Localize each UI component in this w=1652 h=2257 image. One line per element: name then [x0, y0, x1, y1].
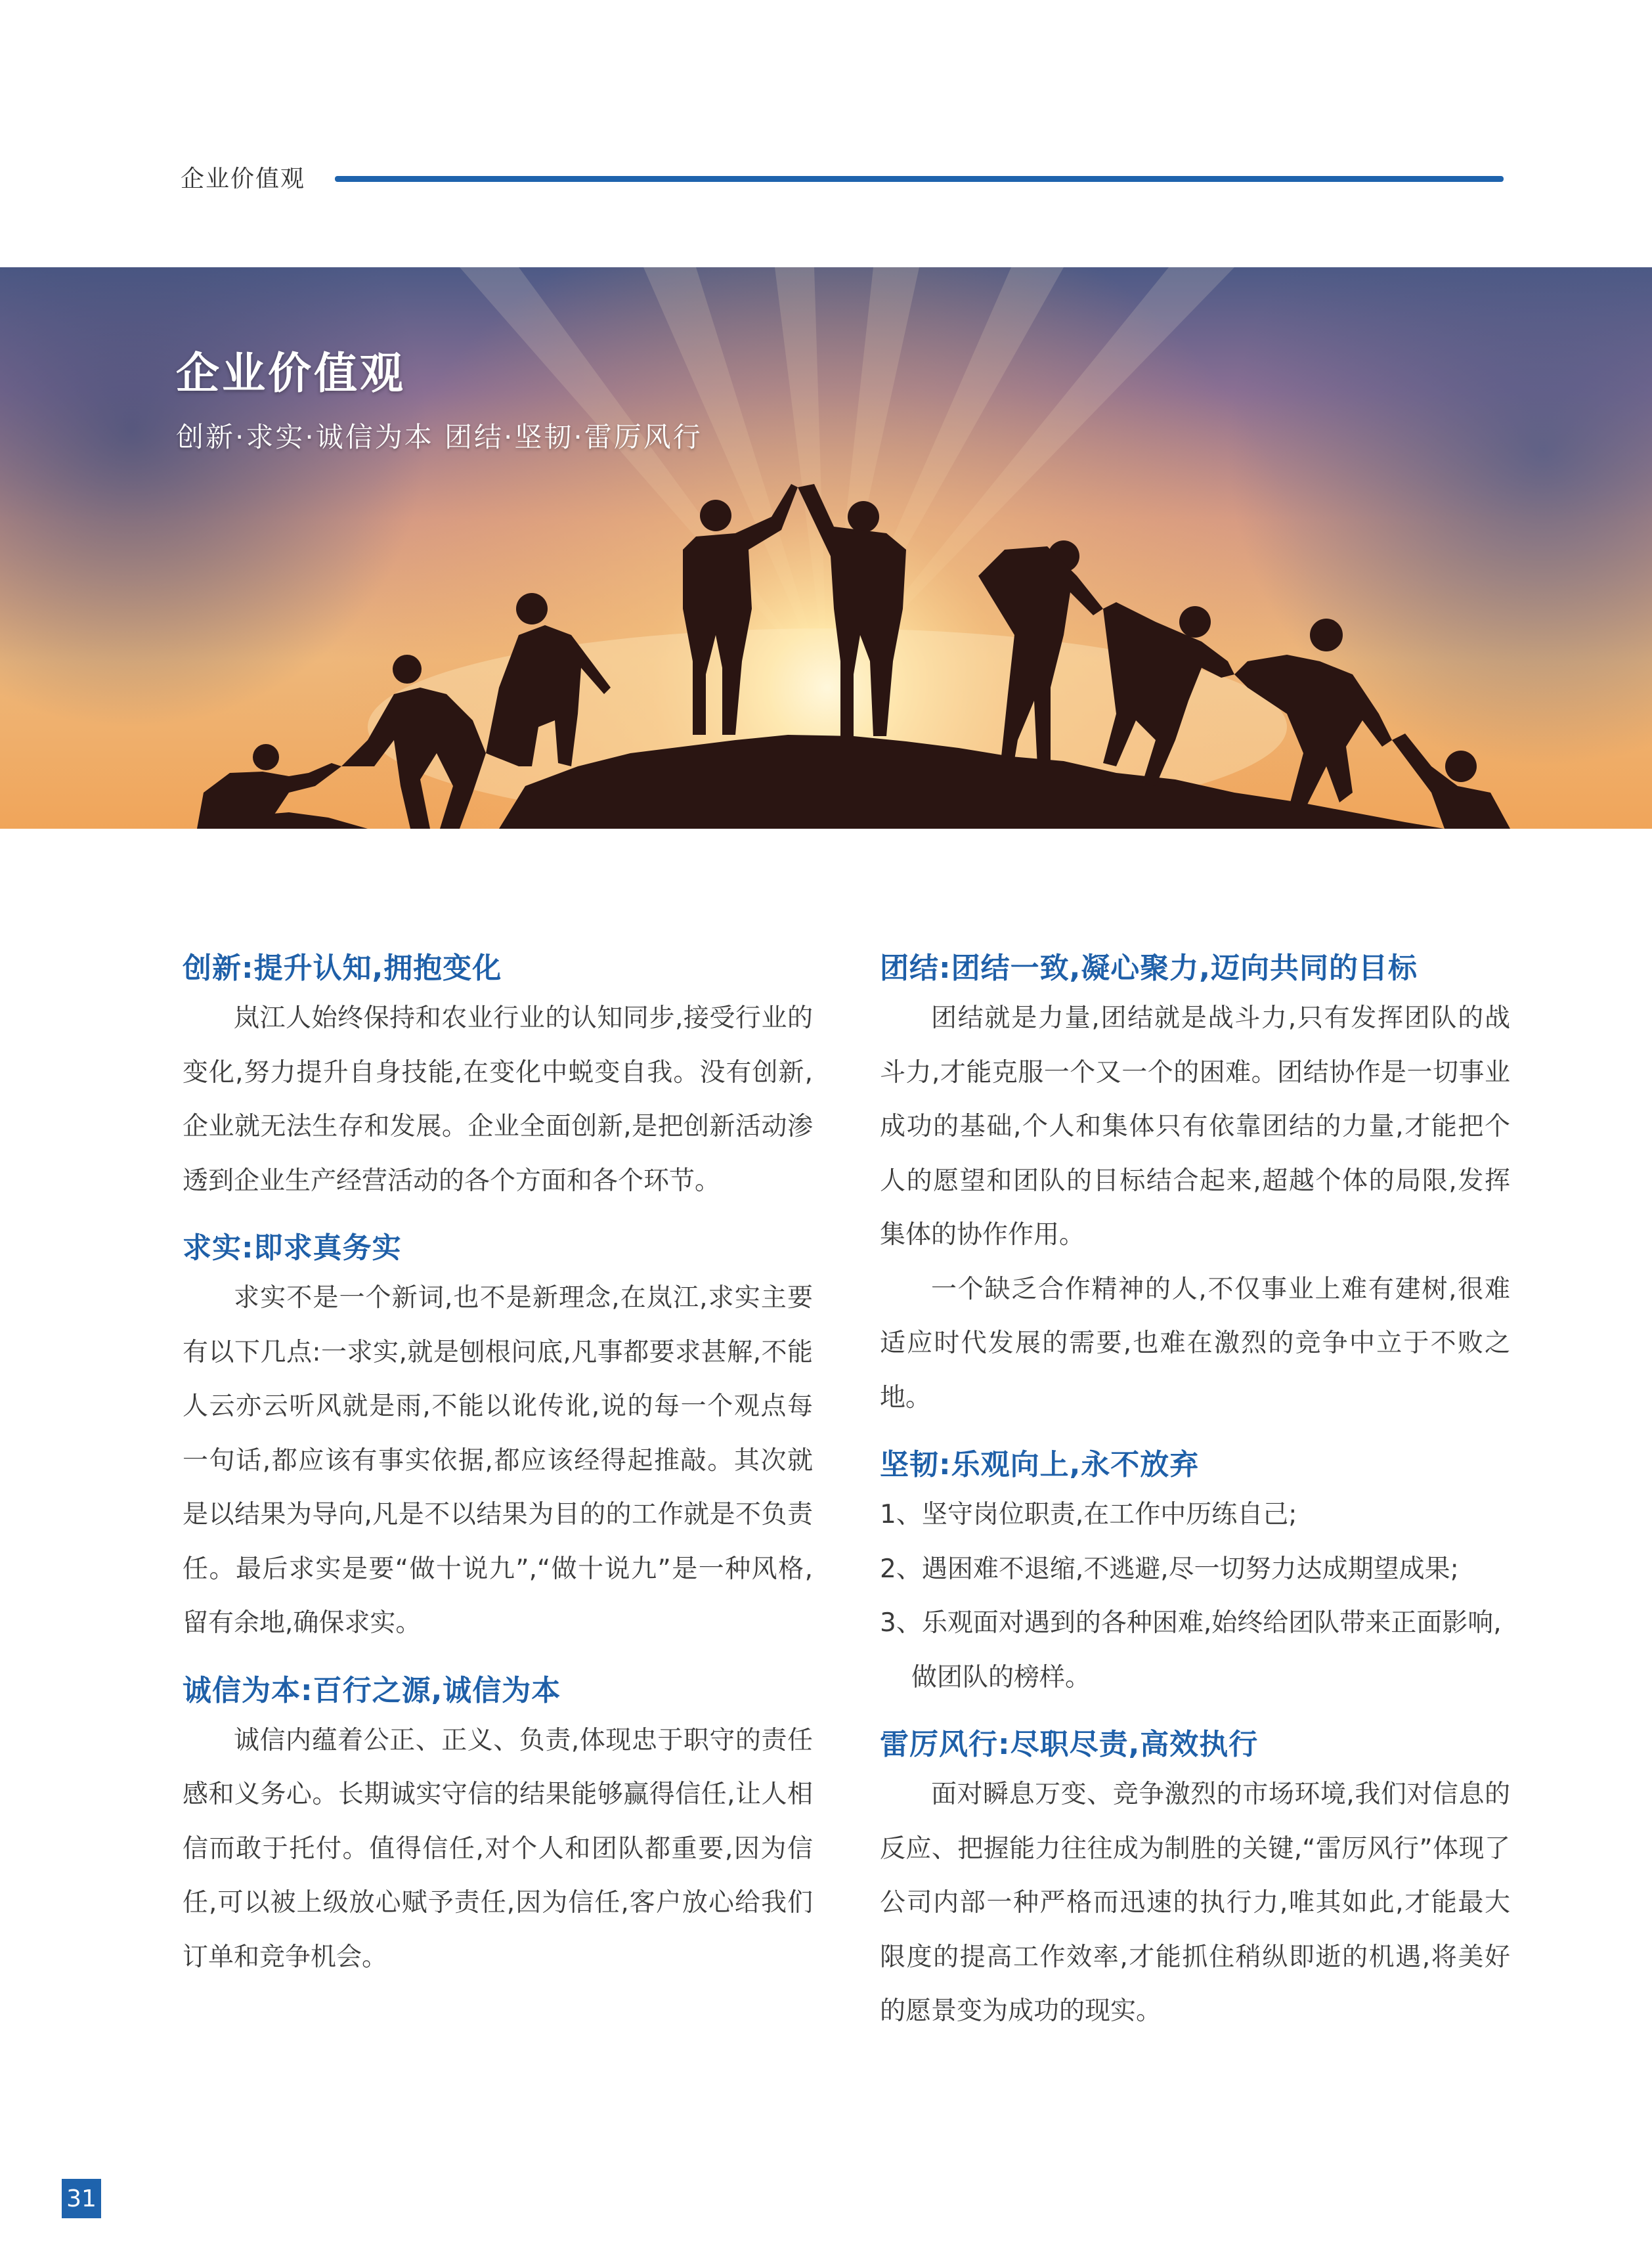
section-heading-tenacity: 坚韧:乐观向上,永不放弃 [880, 1448, 1200, 1481]
section-paragraph: 面对瞬息万变、竞争激烈的市场环境,我们对信息的反应、把握能力往往成为制胜的关键,“雷厉风行”体现了公司内部一种严格而迅速的执行力,唯其如此,才能最大限度的提高工作效率,才能抓住稍纵即逝的机遇,将美好的愿景变为成功的现实。 [880, 1780, 1510, 2026]
section-paragraph: 岚江人始终保持和农业行业的认知同步,接受行业的变化,努力提升自身技能,在变化中蜕变自我。没有创新,企业就无法生存和发展。企业全面创新,是把创新活动渗透到企业生产经营活动的各个方面和各个环节。 [183, 1003, 813, 1196]
section-heading-innovation: 创新:提升认知,拥抱变化 [183, 952, 502, 985]
tenacity-list [880, 1488, 1510, 1705]
section-heading-integrity: 诚信为本:百行之源,诚信为本 [183, 1673, 561, 1707]
section-paragraph: 团结就是力量,团结就是战斗力,只有发挥团队的战斗力,才能克服一个又一个的困难。团结协作是一切事业成功的基础,个人和集体只有依靠团结的力量,才能把个人的愿望和团队的目标结合起来,超越个体的局限,发挥集体的协作作用。 [880, 1003, 1510, 1250]
page-number-badge: 31 [62, 2179, 101, 2218]
section-paragraph: 诚信内蕴着公正、正义、负责,体现忠于职守的责任感和义务心。长期诚实守信的结果能够赢得信任,让人相信而敢于托付。值得信任,对个人和团队都重要,因为信任,可以被上级放心赋予责任,因为信任,客户放心给我们订单和竞争机会。 [183, 1725, 813, 1972]
section-paragraph: 求实不是一个新词,也不是新理念,在岚江,求实主要有以下几点:一求实,就是刨根问底,凡事都要求甚解,不能人云亦云听风就是雨,不能以讹传讹,说的每一个观点每一句话,都应该有事实依据,都应该经得起推敲。其次就是以结果为导向,凡是不以结果为目的的工作就是不负责任。最后求实是要“做十说九”,“做十说九”是一种风格,留有余地,确保求实。 [183, 1283, 813, 1638]
section-heading-unity: 团结:团结一致,凝心聚力,迈向共同的目标 [880, 952, 1418, 985]
section-heading-pragmatism: 求实:即求真务实 [183, 1231, 402, 1265]
list-item: 3、乐观面对遇到的各种困难,始终给团队带来正面影响,做团队的榜样。 [880, 1608, 1502, 1692]
header-section-label: 企业价值观 [181, 165, 306, 192]
right-column [880, 946, 1510, 2039]
banner-subtitle: 创新·求实·诚信为本 团结·坚韧·雷厉风行 [176, 421, 703, 453]
banner-title: 企业价值观 [176, 348, 406, 399]
section-paragraph: 一个缺乏合作精神的人,不仅事业上难有建树,很难适应时代发展的需要,也难在激烈的竞争中立于不败之地。 [880, 1274, 1510, 1413]
left-column [183, 946, 813, 1984]
list-item: 1、坚守岗位职责,在工作中历练自己; [880, 1500, 1297, 1529]
list-item: 2、遇困难不退缩,不逃避,尽一切努力达成期望成果; [880, 1554, 1459, 1584]
hero-banner [0, 267, 1652, 829]
header-divider [335, 176, 1504, 182]
section-heading-efficiency: 雷厉风行:尽职尽责,高效执行 [880, 1728, 1259, 1761]
